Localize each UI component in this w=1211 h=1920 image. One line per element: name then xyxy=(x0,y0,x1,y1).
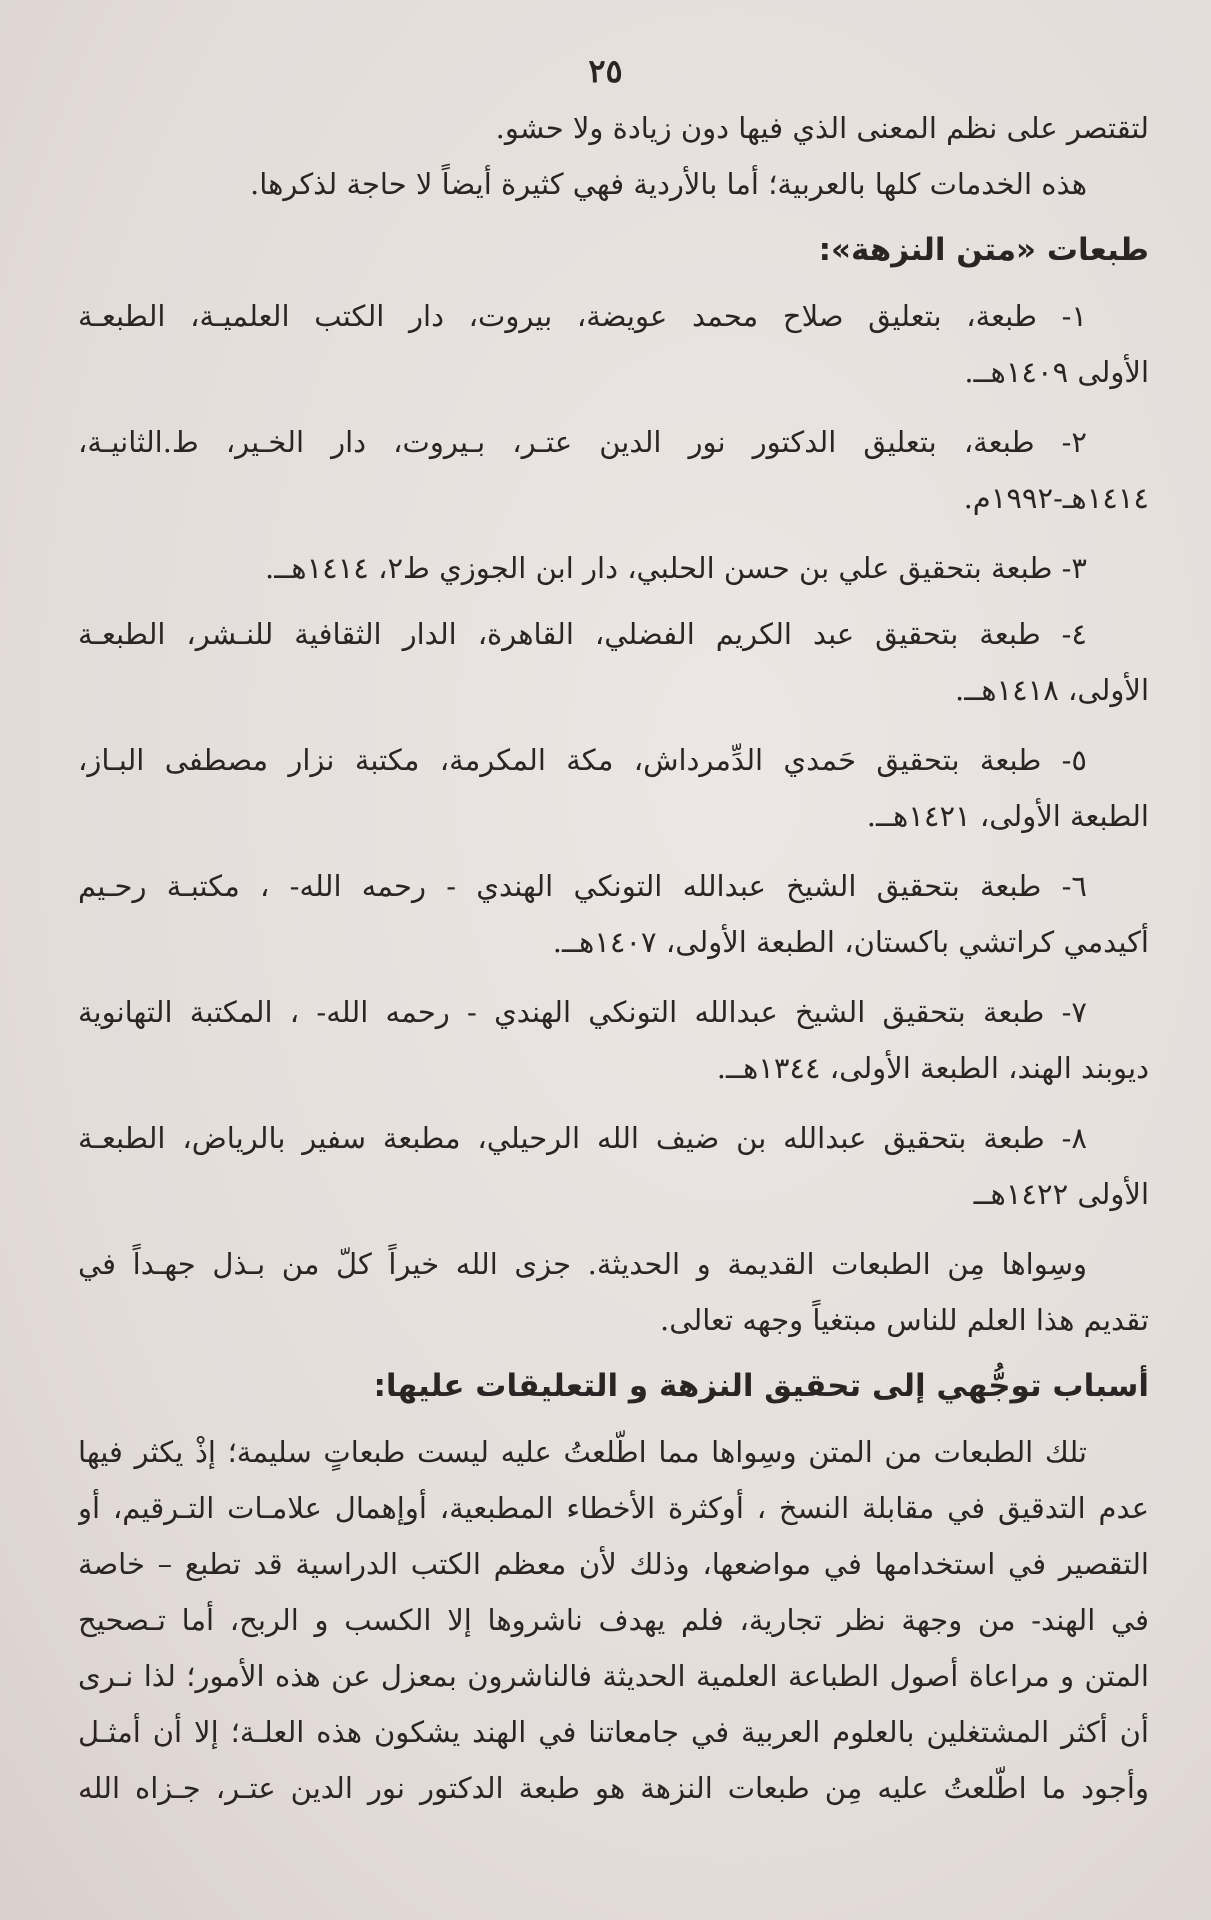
document-body xyxy=(78,100,1149,1816)
edition-line: ١- طبعة، بتعليق صلاح محمد عويضة، بيروت، دار الكتب العلميـة، الطبعـة xyxy=(78,299,1087,333)
closing-line-1: وسِواها مِن الطبعات القديمة و الحديثة. جزى الله خيراً كلّ من بـذل جهـداً في xyxy=(78,1247,1087,1281)
edition-line: ١٤١٤هـ-١٩٩٢م. xyxy=(963,481,1149,515)
spacer xyxy=(78,970,1149,984)
spacer xyxy=(78,1096,1149,1110)
paragraph-line: في الهند- من وجهة نظر تجارية، فلم يهدف ناشروها إلا الكسب و الربح، أما تـصحيح xyxy=(78,1603,1149,1637)
edition-line: ٨- طبعة بتحقيق عبدالله بن ضيف الله الرحيلي، مطبعة سفير بالرياض، الطبعـة xyxy=(78,1121,1087,1155)
intro-line-2: هذه الخدمات كلها بالعربية؛ أما بالأردية فهي كثيرة أيضاً لا حاجة لذكرها. xyxy=(250,167,1087,201)
page-number: ٢٥ xyxy=(588,52,623,90)
spacer xyxy=(78,400,1149,414)
edition-line: ٣- طبعة بتحقيق علي بن حسن الحلبي، دار ابن الجوزي ط٢، ١٤١٤هــ. xyxy=(265,551,1087,585)
editions-heading: طبعات «متن النزهة»: xyxy=(818,232,1149,268)
spacer xyxy=(78,844,1149,858)
paragraph-line: وأجود ما اطّلعتُ عليه مِن طبعات النزهة هو طبعة الدكتور نور الدين عتـر، جـزاه الله xyxy=(78,1771,1149,1805)
edition-item-4 xyxy=(78,606,1149,718)
edition-item-3 xyxy=(78,540,1149,596)
edition-line: الأولى ١٤٠٩هــ. xyxy=(964,355,1149,389)
edition-line: ديوبند الهند، الطبعة الأولى، ١٣٤٤هــ. xyxy=(716,1051,1149,1085)
edition-line: ٥- طبعة بتحقيق حَمدي الدِّمرداش، مكة المكرمة، مكتبة نزار مصطفى البـاز، xyxy=(78,743,1087,777)
closing-line-2: تقديم هذا العلم للناس مبتغياً وجهه تعالى. xyxy=(659,1303,1149,1337)
edition-line: الأولى، ١٤١٨هــ. xyxy=(954,673,1149,707)
paragraph-line: المتن و مراعاة أصول الطباعة العلمية الحديثة فالناشرون بمعزل عن هذه الأمور؛ لذا نـرى xyxy=(78,1659,1149,1693)
spacer xyxy=(78,1222,1149,1236)
intro-line-1: لتقتصر على نظم المعنى الذي فيها دون زيادة ولا حشو. xyxy=(495,111,1149,145)
edition-item-5 xyxy=(78,732,1149,844)
edition-item-6 xyxy=(78,858,1149,970)
edition-line: ٦- طبعة بتحقيق الشيخ عبدالله التونكي الهندي - رحمه الله- ، مكتبـة رحـيم xyxy=(78,869,1087,903)
edition-item-8 xyxy=(78,1110,1149,1222)
reasons-heading: أسباب توجُّهي إلى تحقيق النزهة و التعليقات عليها: xyxy=(373,1368,1149,1404)
paragraph-line: تلك الطبعات من المتن وسِواها مما اطّلعتُ عليه ليست طبعاتٍ سليمة؛ إذْ يكثر فيها xyxy=(78,1435,1087,1469)
paragraph-line: عدم التدقيق في مقابلة النسخ ، أوكثرة الأخطاء المطبعية، أوإهمال علامـات التـرقيم، أو xyxy=(78,1491,1149,1525)
edition-item-7 xyxy=(78,984,1149,1096)
spacer xyxy=(78,1414,1149,1424)
edition-item-1 xyxy=(78,288,1149,400)
edition-line: ٧- طبعة بتحقيق الشيخ عبدالله التونكي الهندي - رحمه الله- ، المكتبة التهانوية xyxy=(78,995,1087,1029)
edition-line: الأولى ١٤٢٢هــ xyxy=(973,1177,1149,1211)
paragraph-line: التقصير في استخدامها في مواضعها، وذلك لأن معظم الكتب الدراسية قد تطبع – خاصة xyxy=(78,1547,1149,1581)
spacer xyxy=(78,526,1149,540)
spacer xyxy=(78,596,1149,606)
spacer xyxy=(78,212,1149,222)
spacer xyxy=(78,278,1149,288)
edition-line: ٤- طبعة بتحقيق عبد الكريم الفضلي، القاهرة، الدار الثقافية للنـشر، الطبعـة xyxy=(78,617,1087,651)
spacer xyxy=(78,1348,1149,1358)
edition-line: أكيدمي كراتشي باكستان، الطبعة الأولى، ١٤٠٧هــ. xyxy=(552,925,1149,959)
spacer xyxy=(78,718,1149,732)
paragraph-line: أن أكثر المشتغلين بالعلوم العربية في جامعاتنا في الهند يشكون هذه العلـة؛ إلا أن أمثـل xyxy=(78,1715,1149,1749)
reasons-paragraph xyxy=(78,1424,1149,1816)
edition-line: ٢- طبعة، بتعليق الدكتور نور الدين عتـر، بـيروت، دار الخـير، ط.الثانيـة، xyxy=(78,425,1087,459)
edition-item-2 xyxy=(78,414,1149,526)
edition-line: الطبعة الأولى، ١٤٢١هــ. xyxy=(866,799,1149,833)
